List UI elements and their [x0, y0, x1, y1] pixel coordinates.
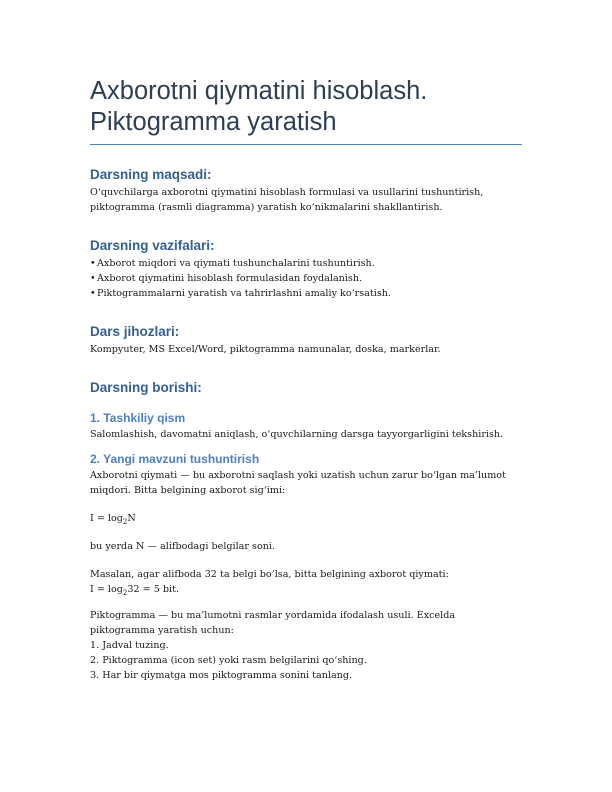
equipment-heading: Dars jihozlari: [90, 324, 180, 339]
part1-text: Salomlashish, davomatni aniqlash, o‘quvchilarning darsga tayyorgarligini tekshirish. [90, 429, 504, 440]
example-text: Masalan, agar alifboda 32 ta belgi bo‘lsa, bitta belgining axborot qiymati: [90, 569, 449, 580]
list-item: •Axborot miqdori va qiymati tushunchalarini tushuntirish. [90, 258, 375, 269]
formula: $I = \log_2N$ [90, 513, 136, 526]
document-title [90, 76, 522, 145]
equipment-section [90, 324, 522, 357]
goal-heading: Darsning maqsadi: [90, 167, 212, 182]
tasks-list [90, 256, 522, 301]
part1-section [90, 411, 522, 442]
pikto-intro: Piktogramma — bu ma’lumotni rasmlar yordamida ifodalash usuli. Excelda piktogramma yaratish uchun: [90, 610, 456, 636]
tasks-section [90, 238, 522, 301]
title-line-1: Axborotni qiymatini hisoblash. [90, 77, 428, 105]
goal-text: O‘quvchilarga axborotni qiymatini hisoblash formulasi va usullarini tushuntirish, piktogramma (rasmli diagramma) yaratish ko‘nikmalarini shakllantirish. [90, 187, 484, 213]
equipment-text: Kompyuter, MS Excel/Word, piktogramma namunalar, doska, markerlar. [90, 344, 441, 355]
course-section [90, 380, 522, 683]
bullet-icon: • [90, 273, 96, 284]
part2-intro: Axborotni qiymati — bu axborotni saqlash yoki uzatish uchun zarur bo‘lgan ma’lumot miqdori. Bitta belgining axborot sig‘imi: [90, 470, 506, 496]
tasks-heading: Darsning vazifalari: [90, 238, 215, 253]
part1-heading: 1. Tashkiliy qism [90, 411, 186, 425]
course-heading: Darsning borishi: [90, 380, 202, 395]
title-line-2: Piktogramma yaratish [90, 108, 337, 136]
list-item: •Axborot qiymatini hisoblash formulasidan foydalanish. [90, 273, 363, 284]
bullet-icon: • [90, 258, 96, 269]
list-item: 2. Piktogramma (icon set) yoki rasm belgilarini qo‘shing. [90, 655, 367, 666]
part2-heading: 2. Yangi mavzuni tushuntirish [90, 452, 260, 466]
bullet-icon: • [90, 288, 96, 299]
list-item: 1. Jadval tuzing. [90, 640, 169, 651]
part2-section [90, 452, 522, 683]
list-item: •Piktogrammalarni yaratish va tahrirlashni amaliy ko‘rsatish. [90, 288, 391, 299]
goal-section [90, 167, 522, 215]
formula-note: bu yerda N — alifbodagi belgilar soni. [90, 541, 276, 552]
list-item: 3. Har bir qiymatga mos piktogramma sonini tanlang. [90, 670, 353, 681]
example-formula: $I = \log_232 = 5$ bit. [90, 584, 180, 597]
